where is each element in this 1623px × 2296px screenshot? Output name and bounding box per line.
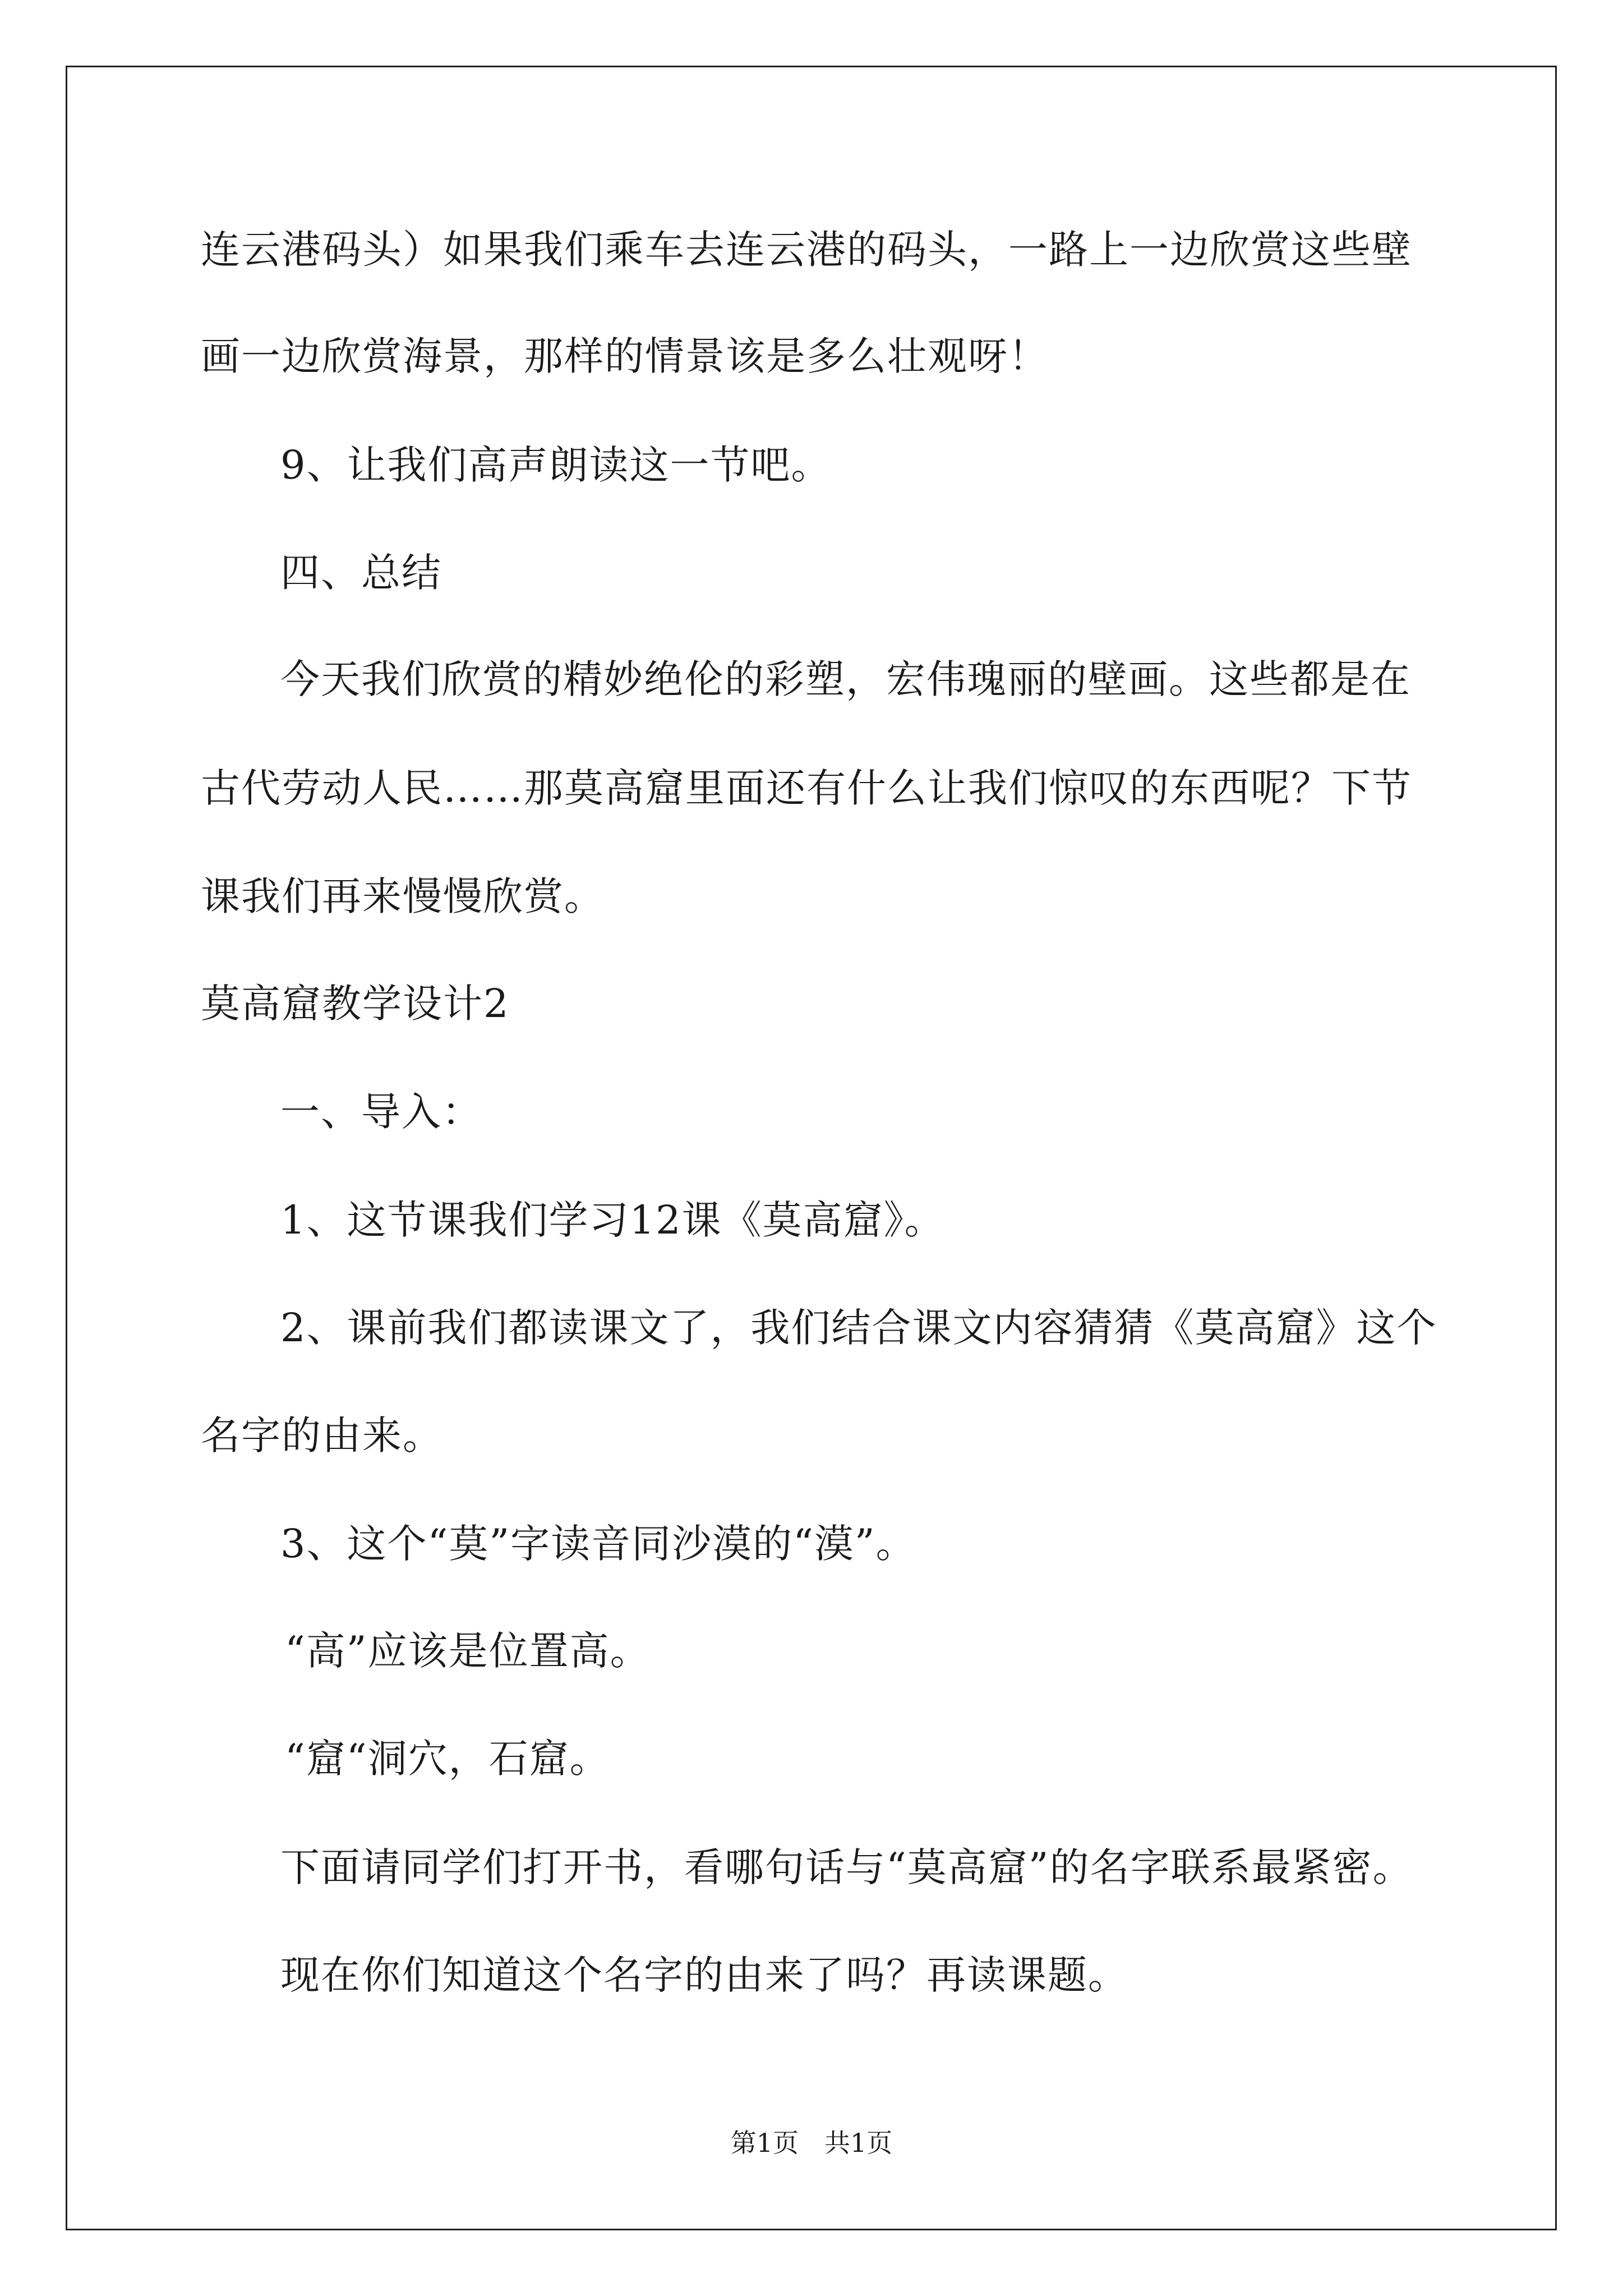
body-line: 今天我们欣赏的精妙绝伦的彩塑，宏伟瑰丽的壁画。这些都是在: [280, 656, 1411, 702]
body-line: “高”应该是位置高。: [285, 1628, 651, 1674]
body-line: “窟“洞穴，石窟。: [285, 1736, 610, 1782]
body-line: 画一边欣赏海景，那样的情景该是多么壮观呀！: [201, 333, 1049, 379]
page-number-current: 第1页: [730, 2128, 799, 2158]
page-number-total: 共1页: [824, 2128, 893, 2158]
body-line: 现在你们知道这个名字的由来了吗？再读课题。: [280, 1952, 1128, 1998]
numbered-step-1: 1、这节课我们学习12课《莫高窟》。: [280, 1197, 945, 1243]
page-footer: [0, 2130, 1623, 2156]
numbered-step-9: 9、让我们高声朗读这一节吧。: [280, 442, 832, 488]
document-title: 莫高窟教学设计2: [201, 981, 510, 1027]
numbered-step-3: 3、这个“莫”字读音同沙漠的“漠”。: [280, 1521, 916, 1567]
body-line: 古代劳动人民……那莫高窟里面还有什么让我们惊叹的东西呢？下节: [201, 765, 1412, 811]
body-line: 名字的由来。: [201, 1412, 443, 1458]
numbered-step-2: 2、课前我们都读课文了，我们结合课文内容猜猜《莫高窟》这个: [280, 1305, 1437, 1351]
section-heading-summary: 四、总结: [280, 550, 442, 596]
section-heading-intro: 一、导入：: [280, 1089, 482, 1135]
page-border: [66, 66, 1557, 2230]
body-line: 连云港码头）如果我们乘车去连云港的码头，一路上一边欣赏这些壁: [201, 227, 1412, 273]
body-line: 课我们再来慢慢欣赏。: [201, 873, 605, 919]
body-line: 下面请同学们打开书，看哪句话与“莫高窟”的名字联系最紧密。: [280, 1844, 1413, 1890]
